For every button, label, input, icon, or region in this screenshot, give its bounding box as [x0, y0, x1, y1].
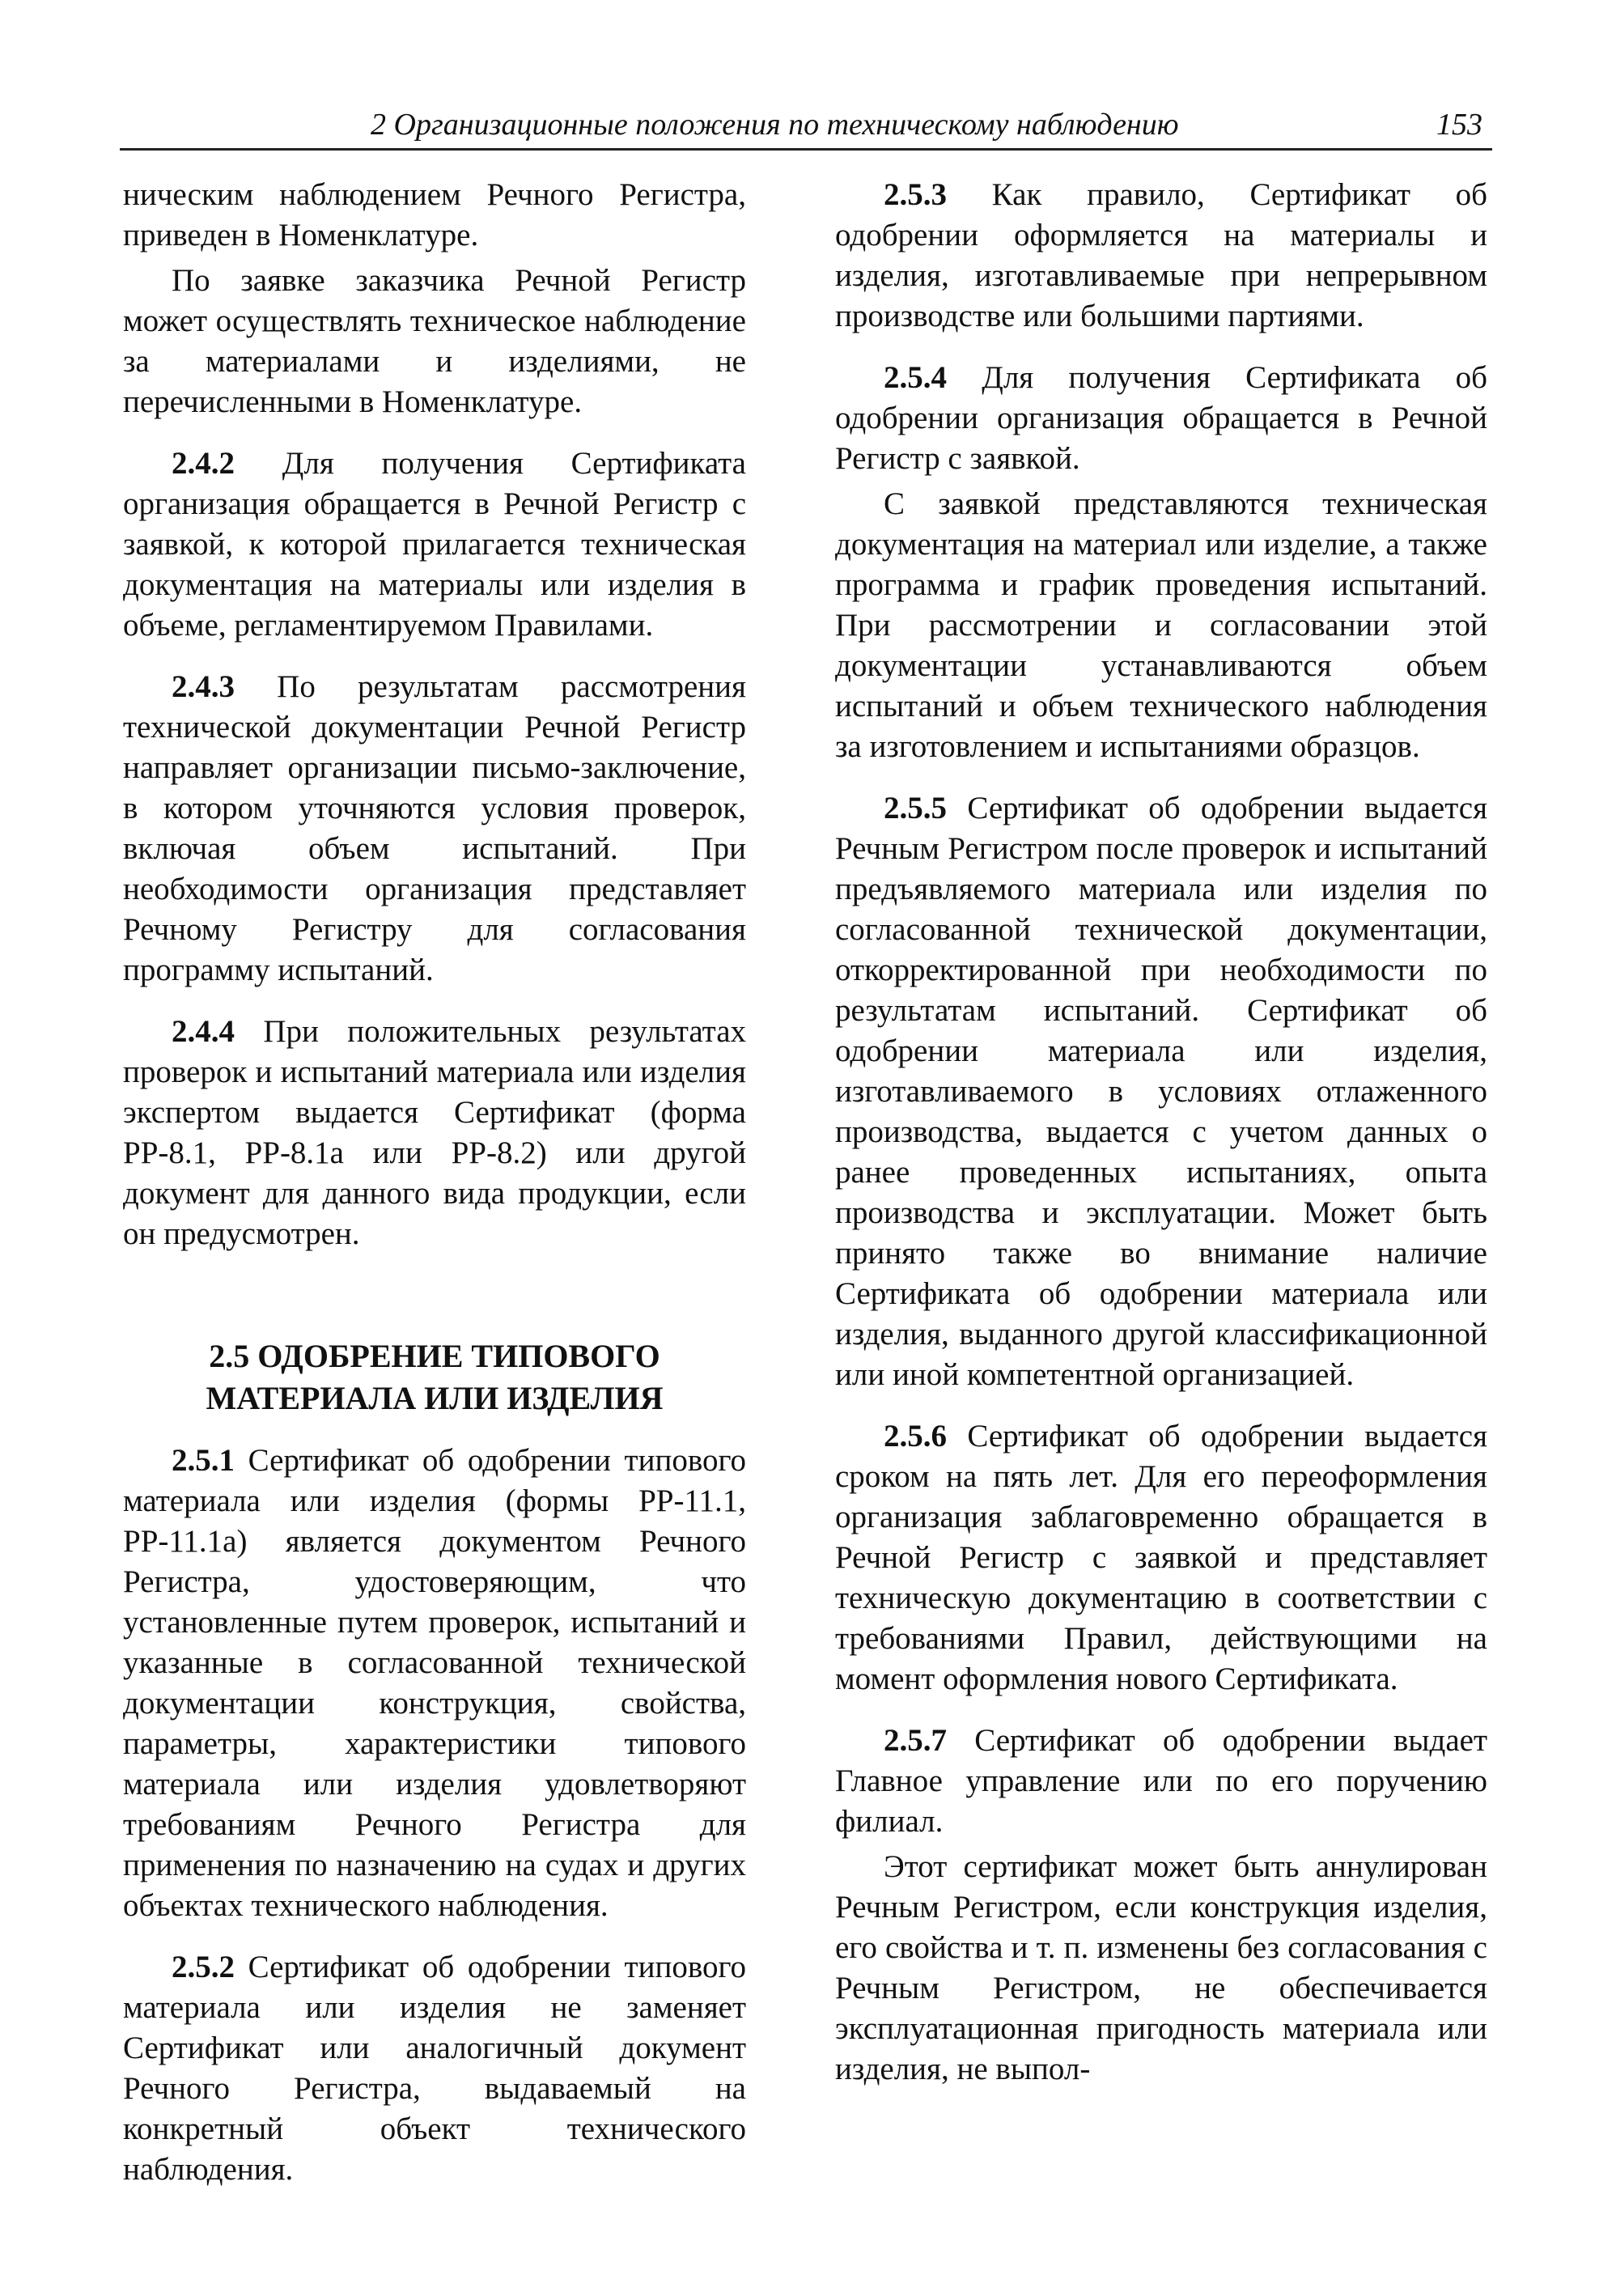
- section-text: Сертификат об одобрении выдается сроком на пять лет. Для его переоформления организация заблаговременно обращается в Речной Регистр с заявкой и представляет техническую документацию в соответствии с требованиями Правил, действующими на момент оформления нового Сертификата.: [835, 1419, 1488, 1696]
- section-number: 2.5.4: [884, 360, 947, 395]
- header-rule: [120, 148, 1492, 151]
- section-2-5-7: [835, 1721, 1487, 1842]
- section-text: Сертификат об одобрении типового материала или изделия (формы РР-11.1, РР-11.1а) является документом Речного Регистра, удостоверяющим, что установленные путем проверок, испытаний и указанные в согласованной технической документации конструкция, свойства, параметры, характеристики типового материала или изделия удовлетворяют требованиям Речного Регистра для применения по назначению на судах и других объектах технического наблюдения.: [123, 1443, 746, 1923]
- section-text: Как правило, Сертификат об одобрении оформляется на материалы и изделия, изготавливаемые при непрерывном производстве или большими партиями.: [835, 177, 1487, 333]
- section-text: При положительных результатах проверок и испытаний материала или изделия экспертом выдается Сертификат (форма РР-8.1, РР-8.1а или РР-8.2) или другой документ для данного вида продукции, если он предусмотрен.: [123, 1014, 747, 1251]
- section-number: 2.5.6: [884, 1419, 947, 1454]
- section-number: 2.5.1: [172, 1443, 235, 1478]
- section-text: Сертификат об одобрении типового материала или изделия не заменяет Сертификат или аналогичный документ Речного Регистра, выдаваемый на конкретный объект технического наблюдения.: [123, 1950, 746, 2187]
- section-heading: 2.5 ОДОБРЕНИЕ ТИПОВОГО МАТЕРИАЛА ИЛИ ИЗДЕЛИЯ: [206, 1338, 664, 1416]
- section-number: 2.5.3: [884, 177, 947, 212]
- header-title: 2 Организационные положения по техническому наблюдению: [371, 108, 1179, 142]
- section-text: Для получения Сертификата об одобрении организация обращается в Речной Регистр с заявкой.: [835, 360, 1488, 476]
- section-text: Сертификат об одобрении выдается Речным Регистром после проверок и испытаний предъявляемого материала или изделия по согласованной технической документации, откорректированной при необходимости по результатам испытаний. Сертификат об одобрении материала или изделия, изготавливаемого в условиях отлаженного производства, выдается с учетом данных о ранее проведенных испытаниях, опыта производства и эксплуатации. Может быть принято также во внимание наличие Сертификата об одобрении материала или изделия, выданного другой классификационной или иной компетентной организацией.: [835, 791, 1488, 1392]
- section-text: Для получения Сертификата организация обращается в Речной Регистр с заявкой, к которой прилагается техническая документация на материалы или изделия в объеме, регламентируемом Правилами.: [123, 446, 746, 643]
- section-2-5-6: [835, 1416, 1487, 1700]
- running-header: [120, 104, 1487, 146]
- section-number: 2.5.5: [884, 791, 947, 825]
- paragraph: ническим наблюдением Речного Регистра, приведен в Номенклатуре.: [123, 177, 746, 253]
- section-2-4-2: [123, 443, 746, 646]
- paragraph: С заявкой представляются техническая документация на материал или изделие, а также программа и график проведения испытаний. При рассмотрении и согласовании этой документации устанавливаются объем испытаний и объем технического наблюдения за изготовлением и испытаниями образцов.: [835, 486, 1487, 764]
- paragraph: По заявке заказчика Речной Регистр может осуществлять техническое наблюдение за материалами и изделиями, не перечисленными в Номенклатуре.: [123, 263, 746, 419]
- section-2-5-3: [835, 175, 1487, 337]
- section-2-4-4: [123, 1012, 746, 1254]
- section-number: 2.5.2: [172, 1950, 235, 1984]
- section-text: По результатам рассмотрения технической документации Речной Регистр направляет организации письмо-заключение, в котором уточняются условия проверок, включая объем испытаний. При необходимости организация представляет Речному Регистру для согласования программу испытаний.: [123, 669, 746, 987]
- section-2-5-1: [123, 1441, 746, 1926]
- left-column: [123, 175, 746, 2211]
- section-text: Сертификат об одобрении выдает Главное управление или по его поручению филиал.: [835, 1723, 1487, 1839]
- section-2-4-3: [123, 667, 746, 991]
- right-column: [835, 175, 1487, 2111]
- section-number: 2.4.3: [172, 669, 235, 704]
- section-number: 2.5.7: [884, 1723, 947, 1758]
- section-2-5-5: [835, 788, 1487, 1395]
- page-number: 153: [1436, 108, 1482, 142]
- section-2-5-4: [835, 358, 1487, 479]
- section-number: 2.4.2: [172, 446, 235, 481]
- paragraph: Этот сертификат может быть аннулирован Речным Регистром, если конструкция изделия, его свойства и т. п. изменены без согласования с Речным Регистром, не обеспечивается эксплуатационная пригодность материала или изделия, не выпол-: [835, 1849, 1487, 2086]
- section-number: 2.4.4: [172, 1014, 235, 1049]
- section-2-5-2: [123, 1947, 746, 2190]
